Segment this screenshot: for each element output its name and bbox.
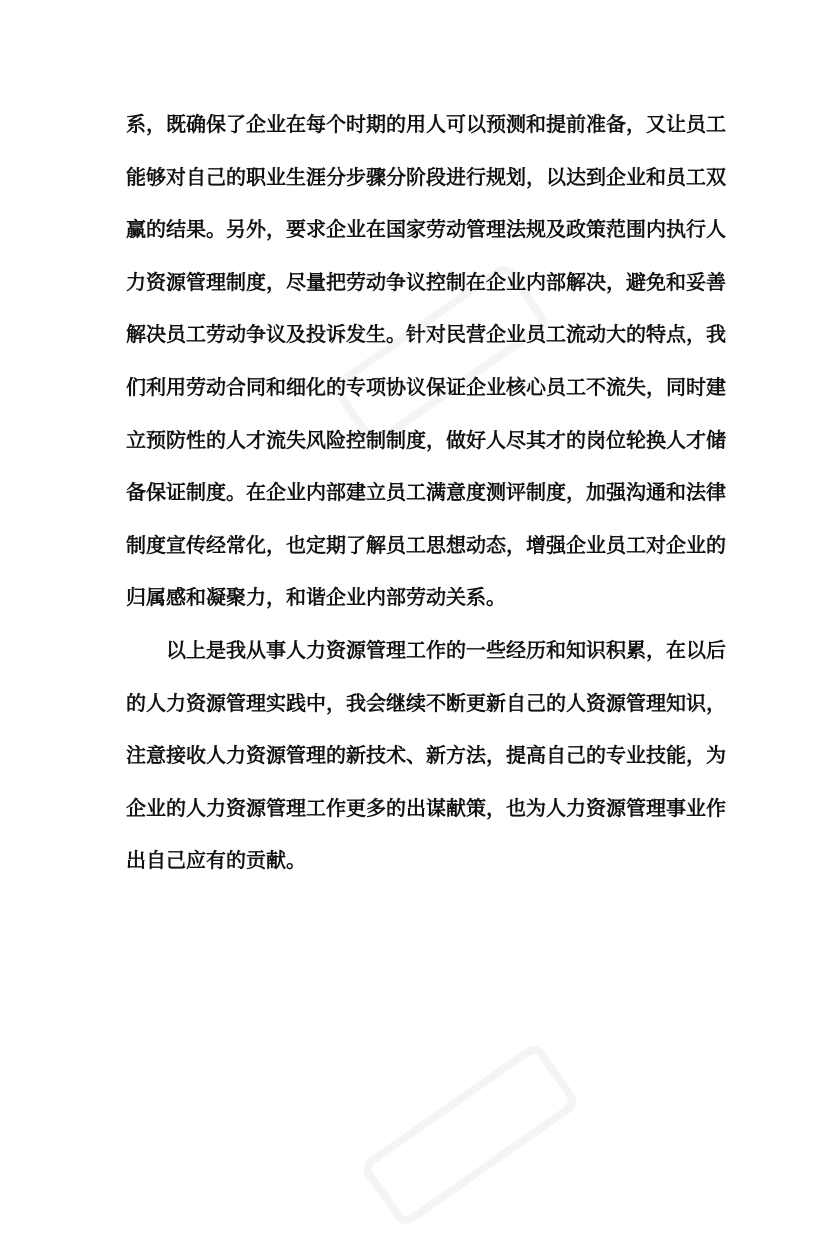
paragraph-2-line: 出自己应有的贡献。 xyxy=(126,848,306,873)
paragraph-1-line: 系，既确保了企业在每个时期的用人可以预测和提前准备，又让员工 xyxy=(126,112,726,136)
paragraph-2-line: 的人力资源管理实践中，我会继续不断更新自己的人资源管理知识， xyxy=(126,690,726,715)
paragraph-1-line: 赢的结果。另外，要求企业在国家劳动管理法规及政策范围内执行人 xyxy=(126,217,726,242)
paragraph-1-line: 制度宣传经常化，也定期了解员工思想动态，增强企业员工对企业的 xyxy=(126,532,726,557)
paragraph-1-line: 能够对自己的职业生涯分步骤分阶段进行规划，以达到企业和员工双 xyxy=(126,164,726,189)
paragraph-1-line: 力资源管理制度，尽量把劳动争议控制在企业内部解决，避免和妥善 xyxy=(126,269,726,294)
paragraph-1-line: 们利用劳动合同和细化的专项协议保证企业核心员工不流失，同时建 xyxy=(126,374,726,399)
paragraph-1-line: 归属感和凝聚力，和谐企业内部劳动关系。 xyxy=(126,585,506,610)
watermark-logo-icon xyxy=(348,1027,591,1243)
paragraph-2-line: 企业的人力资源管理工作更多的出谋献策，也为人力资源管理事业作 xyxy=(126,795,726,820)
paragraph-2-line: 注意接收人力资源管理的新技术、新方法，提高自己的专业技能，为 xyxy=(126,743,726,768)
body-text xyxy=(126,98,726,887)
paragraph-2-line: 以上是我从事人力资源管理工作的一些经历和知识积累，在以后 xyxy=(166,637,726,662)
paragraph-1-line: 解决员工劳动争议及投诉发生。针对民营企业员工流动大的特点，我 xyxy=(126,322,726,347)
paragraph-1-line: 立预防性的人才流失风险控制制度，做好人尽其才的岗位轮换人才储 xyxy=(126,427,726,452)
paragraph-1-line: 备保证制度。在企业内部建立员工满意度测评制度，加强沟通和法律 xyxy=(126,480,726,505)
